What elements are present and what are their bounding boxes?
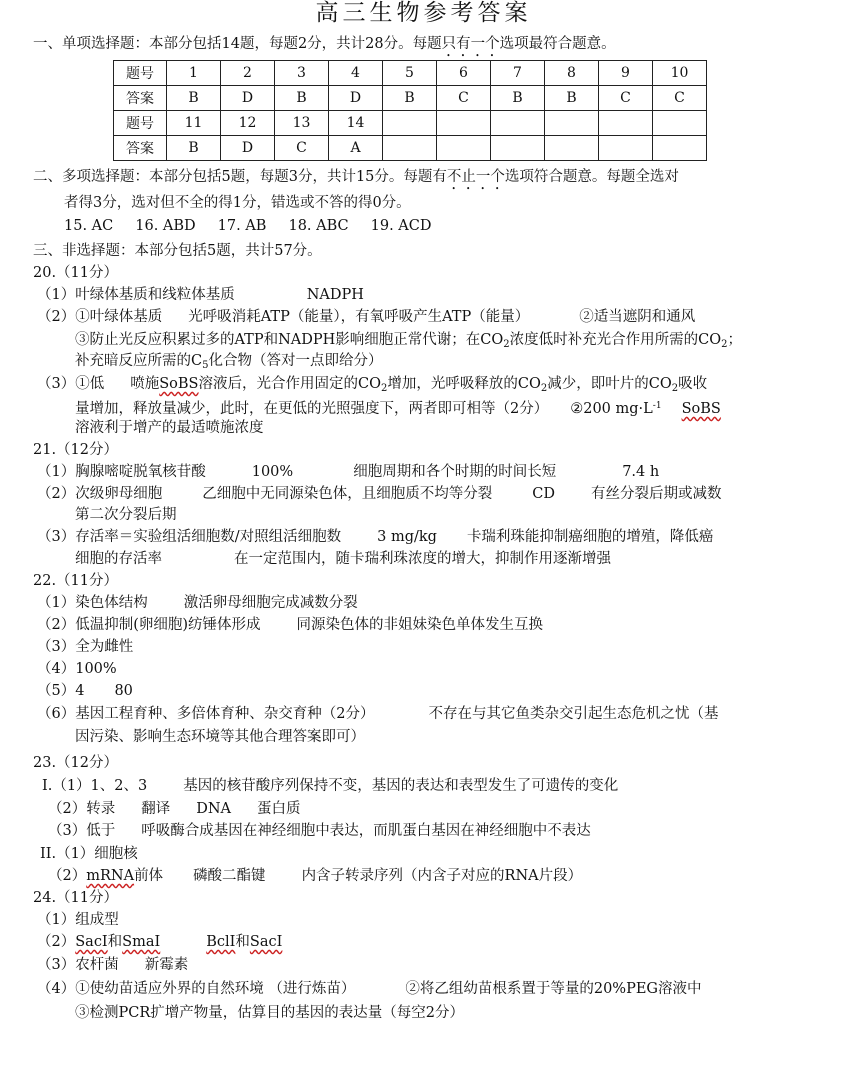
answer-text: 同源染色体的非姐妹染色单体发生互换 <box>296 617 544 633</box>
table-cell <box>599 136 653 161</box>
spelling-underlined-text: SoBS <box>159 376 199 392</box>
table-cell <box>491 111 545 136</box>
answer-text: 内含子转录序列（内含子对应的RNA片段） <box>301 868 583 884</box>
table-cell: 3 <box>275 61 329 86</box>
q20-part-3-cont2: 溶液利于增产的最适喷施浓度 <box>75 420 264 436</box>
table-cell <box>491 136 545 161</box>
table-cell: 6 <box>437 61 491 86</box>
section-2-heading <box>33 167 679 193</box>
table-cell: B <box>491 86 545 111</box>
table-cell: 14 <box>329 111 383 136</box>
q21-heading: 21.（12分） <box>33 442 119 458</box>
subscript: 2 <box>380 383 388 394</box>
answer-text: 增加，光呼吸释放的CO <box>387 376 541 392</box>
section-2-text-end: 选项符合题意。每题全选对 <box>504 169 679 185</box>
answer-item: 16. ABD <box>135 218 196 234</box>
answer-text: （5）4 <box>37 683 85 699</box>
answer-text: 蛋白质 <box>257 801 301 817</box>
table-cell: B <box>167 136 221 161</box>
answer-text: 乙细胞中无同源染色体，且细胞质不均等分裂 <box>202 486 493 502</box>
table-cell: 题号 <box>114 111 167 136</box>
answer-text: 基因的核苷酸序列保持不变，基因的表达和表型发生了可遗传的变化 <box>183 778 619 794</box>
spelling-underlined-text: BclI <box>206 934 236 950</box>
spelling-underlined-text: SacI <box>75 934 108 950</box>
section-2-emphasis: 不止一个 <box>446 169 505 185</box>
q24-part-1: （1）组成型 <box>37 912 119 928</box>
answer-text: 喷施 <box>130 376 160 392</box>
q21-part-3-cont <box>75 549 611 569</box>
answer-text: I.（1）1、2、3 <box>42 778 148 794</box>
answer-text: 磷酸二酯键 <box>193 868 266 884</box>
answer-text: （3）低于 <box>48 823 116 839</box>
q20-part-1 <box>37 285 364 305</box>
q24-heading: 24.（11分） <box>33 890 119 906</box>
answer-text: （2）低温抑制(卵细胞)纺锤体形成 <box>37 617 261 633</box>
spelling-underlined-text: SacI <box>249 934 283 950</box>
answer-text: （1）染色体结构 <box>37 595 148 611</box>
section-1-emphasis: 只有一个 <box>441 36 500 52</box>
table-cell: C <box>653 86 707 111</box>
table-cell: C <box>437 86 491 111</box>
spelling-underlined-text: SmaI <box>122 934 161 950</box>
q20-part-3-cont <box>75 396 721 419</box>
table-row <box>114 111 707 136</box>
answer-text: 有丝分裂后期或减数 <box>590 486 722 502</box>
answer-item: 15. AC <box>64 218 114 234</box>
answer-text: 量增加，释放量减少，此时，在更低的光照强度下，两者即可相等（2分） <box>75 401 549 417</box>
page-title: 高三生物参考答案 <box>315 0 532 26</box>
table-cell: C <box>599 86 653 111</box>
section-1-heading <box>33 34 616 60</box>
answer-text: 3 mg/kg <box>377 529 437 545</box>
table-cell: 4 <box>329 61 383 86</box>
q20-part-2 <box>37 307 695 327</box>
answer-text: 化合物（答对一点即给分） <box>208 353 383 369</box>
table-cell: 11 <box>167 111 221 136</box>
answer-text: 翻译 <box>141 801 171 817</box>
subscript: 2 <box>503 339 510 350</box>
q24-part-3 <box>37 955 188 975</box>
table-cell: 2 <box>221 61 275 86</box>
table-cell: B <box>383 86 437 111</box>
table-cell: 1 <box>167 61 221 86</box>
answer-text: 和 <box>107 934 123 950</box>
table-cell: D <box>329 86 383 111</box>
answer-text: 激活卵母细胞完成减数分裂 <box>183 595 358 611</box>
section-1-text-end: 选项最符合题意。 <box>499 36 616 52</box>
answer-text: 减少，即叶片的CO <box>547 376 672 392</box>
answer-text: 新霉素 <box>144 957 189 973</box>
answer-text: 细胞的存活率 <box>75 551 162 567</box>
answer-text: 在一定范围内，随卡瑞利珠浓度的增大，抑制作用逐渐增强 <box>234 551 611 567</box>
answer-item: 19. ACD <box>370 218 432 234</box>
answer-item: 17. AB <box>217 218 267 234</box>
subscript: 2 <box>540 383 548 394</box>
table-cell: A <box>329 136 383 161</box>
answer-text: （3）①低 <box>37 376 105 392</box>
answer-text: （2）转录 <box>48 801 116 817</box>
table-cell: D <box>221 136 275 161</box>
q22-part-6-cont: 因污染、影响生态环境等其他合理答案即可） <box>75 729 365 745</box>
table-cell <box>383 111 437 136</box>
q21-part-3 <box>37 527 713 547</box>
answer-text: （2） <box>48 868 87 884</box>
answer-text: ； <box>727 332 743 348</box>
answer-text: 100% <box>251 464 294 480</box>
q23-i-part-2 <box>48 799 301 819</box>
table-cell: B <box>545 86 599 111</box>
answer-text: 细胞周期和各个时期的时间长短 <box>353 464 557 480</box>
answer-text: 80 <box>114 683 133 699</box>
spelling-underlined-text: SoBS <box>681 401 721 417</box>
answer-text: 浓度低时补充光合作用所需的CO <box>509 332 722 348</box>
table-cell: B <box>167 86 221 111</box>
spelling-underlined-text: mRNA <box>86 868 135 884</box>
q21-part-1 <box>37 462 659 482</box>
answer-text: ③防止光反应积累过多的ATP和NADPH影响细胞正常代谢；在CO <box>75 332 504 348</box>
table-cell: 9 <box>599 61 653 86</box>
answer-text: 溶液后，光合作用固定的CO <box>198 376 381 392</box>
answer-text: （1）叶绿体基质和线粒体基质 <box>37 287 235 303</box>
q24-part-4-cont: ③检测PCR扩增产物量，估算目的基因的表达量（每空2分） <box>75 1005 464 1021</box>
section-1-text: 一、单项选择题：本部分包括14题，每题2分，共计28分。每题 <box>33 36 442 52</box>
section-2-text: 二、多项选择题：本部分包括5题，每题3分，共计15分。每题有 <box>33 169 447 185</box>
table-cell <box>599 111 653 136</box>
answer-table <box>113 60 707 161</box>
table-cell: 10 <box>653 61 707 86</box>
superscript: -1 <box>652 401 662 411</box>
table-cell: 答案 <box>114 86 167 111</box>
answer-text: （2） <box>37 934 76 950</box>
answer-text: （6）基因工程育种、多倍体育种、杂交育种（2分） <box>37 706 375 722</box>
table-cell: B <box>275 86 329 111</box>
answer-item: 18. ABC <box>288 218 349 234</box>
table-row <box>114 61 707 86</box>
subscript: 2 <box>721 339 728 350</box>
subscript: 2 <box>671 383 679 394</box>
q23-i-part-3 <box>48 821 591 841</box>
answer-text: （2）①叶绿体基质 <box>37 309 163 325</box>
answer-text: ②200 mg·L <box>570 401 653 417</box>
answer-text: 7.4 h <box>622 464 660 480</box>
answer-text: （3）存活率＝实验组活细胞数/对照组活细胞数 <box>37 529 342 545</box>
table-cell: D <box>221 86 275 111</box>
answer-text: （3）农杆菌 <box>37 957 119 973</box>
table-cell: 题号 <box>114 61 167 86</box>
table-cell <box>545 136 599 161</box>
q23-ii-part-1: II.（1）细胞核 <box>40 846 138 862</box>
table-cell <box>437 136 491 161</box>
subscript: 5 <box>202 360 209 371</box>
q22-heading: 22.（11分） <box>33 573 119 589</box>
answer-text: 吸收 <box>678 376 708 392</box>
q24-part-2 <box>37 932 282 952</box>
answer-text: ②将乙组幼苗根系置于等量的20%PEG溶液中 <box>405 981 702 997</box>
answer-text: DNA <box>196 801 232 817</box>
table-cell: 8 <box>545 61 599 86</box>
q22-part-4: （4）100% <box>37 661 117 677</box>
q21-part-2 <box>37 484 721 504</box>
q23-i-part-1 <box>42 776 618 796</box>
table-cell: 7 <box>491 61 545 86</box>
answer-text: （1）胸腺嘧啶脱氧核苷酸 <box>37 464 206 480</box>
table-cell <box>437 111 491 136</box>
q20-heading: 20.（11分） <box>33 265 119 281</box>
q23-ii-part-2 <box>48 866 582 886</box>
q21-part-2-cont: 第二次分裂后期 <box>75 507 177 523</box>
answer-text: 光呼吸消耗ATP（能量），有氧呼吸产生ATP（能量） <box>188 309 530 325</box>
answer-text: （2）次级卵母细胞 <box>37 486 163 502</box>
answer-text: 不存在与其它鱼类杂交引起生态危机之忧（基 <box>428 706 719 722</box>
section-3-heading: 三、非选择题：本部分包括5题，共计57分。 <box>33 243 322 259</box>
q22-part-2 <box>37 615 543 635</box>
answer-text: 卡瑞利珠能抑制癌细胞的增殖，降低癌 <box>466 529 714 545</box>
table-cell <box>653 111 707 136</box>
answer-text: 和 <box>235 934 250 950</box>
table-cell <box>653 136 707 161</box>
q22-part-3: （3）全为雌性 <box>37 639 134 655</box>
answer-text: 前体 <box>134 868 164 884</box>
answer-text: （4）①使幼苗适应外界的自然环境 （进行炼苗） <box>37 981 356 997</box>
table-cell: 5 <box>383 61 437 86</box>
q22-part-6 <box>37 704 718 724</box>
answer-text: NADPH <box>306 287 364 303</box>
q22-part-1 <box>37 593 358 613</box>
answer-text: ②适当遮阴和通风 <box>579 309 696 325</box>
table-cell: 12 <box>221 111 275 136</box>
section-2-answers <box>64 216 432 236</box>
table-row <box>114 136 707 161</box>
q22-part-5 <box>37 681 133 701</box>
table-cell <box>383 136 437 161</box>
q20-part-2-cont2 <box>75 351 382 376</box>
table-cell <box>545 111 599 136</box>
q24-part-4 <box>37 979 702 999</box>
q23-heading: 23.（12分） <box>33 755 119 771</box>
table-cell: C <box>275 136 329 161</box>
answer-text: CD <box>532 486 555 502</box>
table-row <box>114 86 707 111</box>
section-2-line-2: 者得3分，选对但不全的得1分，错选或不答的得0分。 <box>64 195 411 211</box>
answer-text: 补充暗反应所需的C <box>75 353 203 369</box>
table-cell: 13 <box>275 111 329 136</box>
table-cell: 答案 <box>114 136 167 161</box>
answer-text: 呼吸酶合成基因在神经细胞中表达，而肌蛋白基因在神经细胞中不表达 <box>141 823 591 839</box>
